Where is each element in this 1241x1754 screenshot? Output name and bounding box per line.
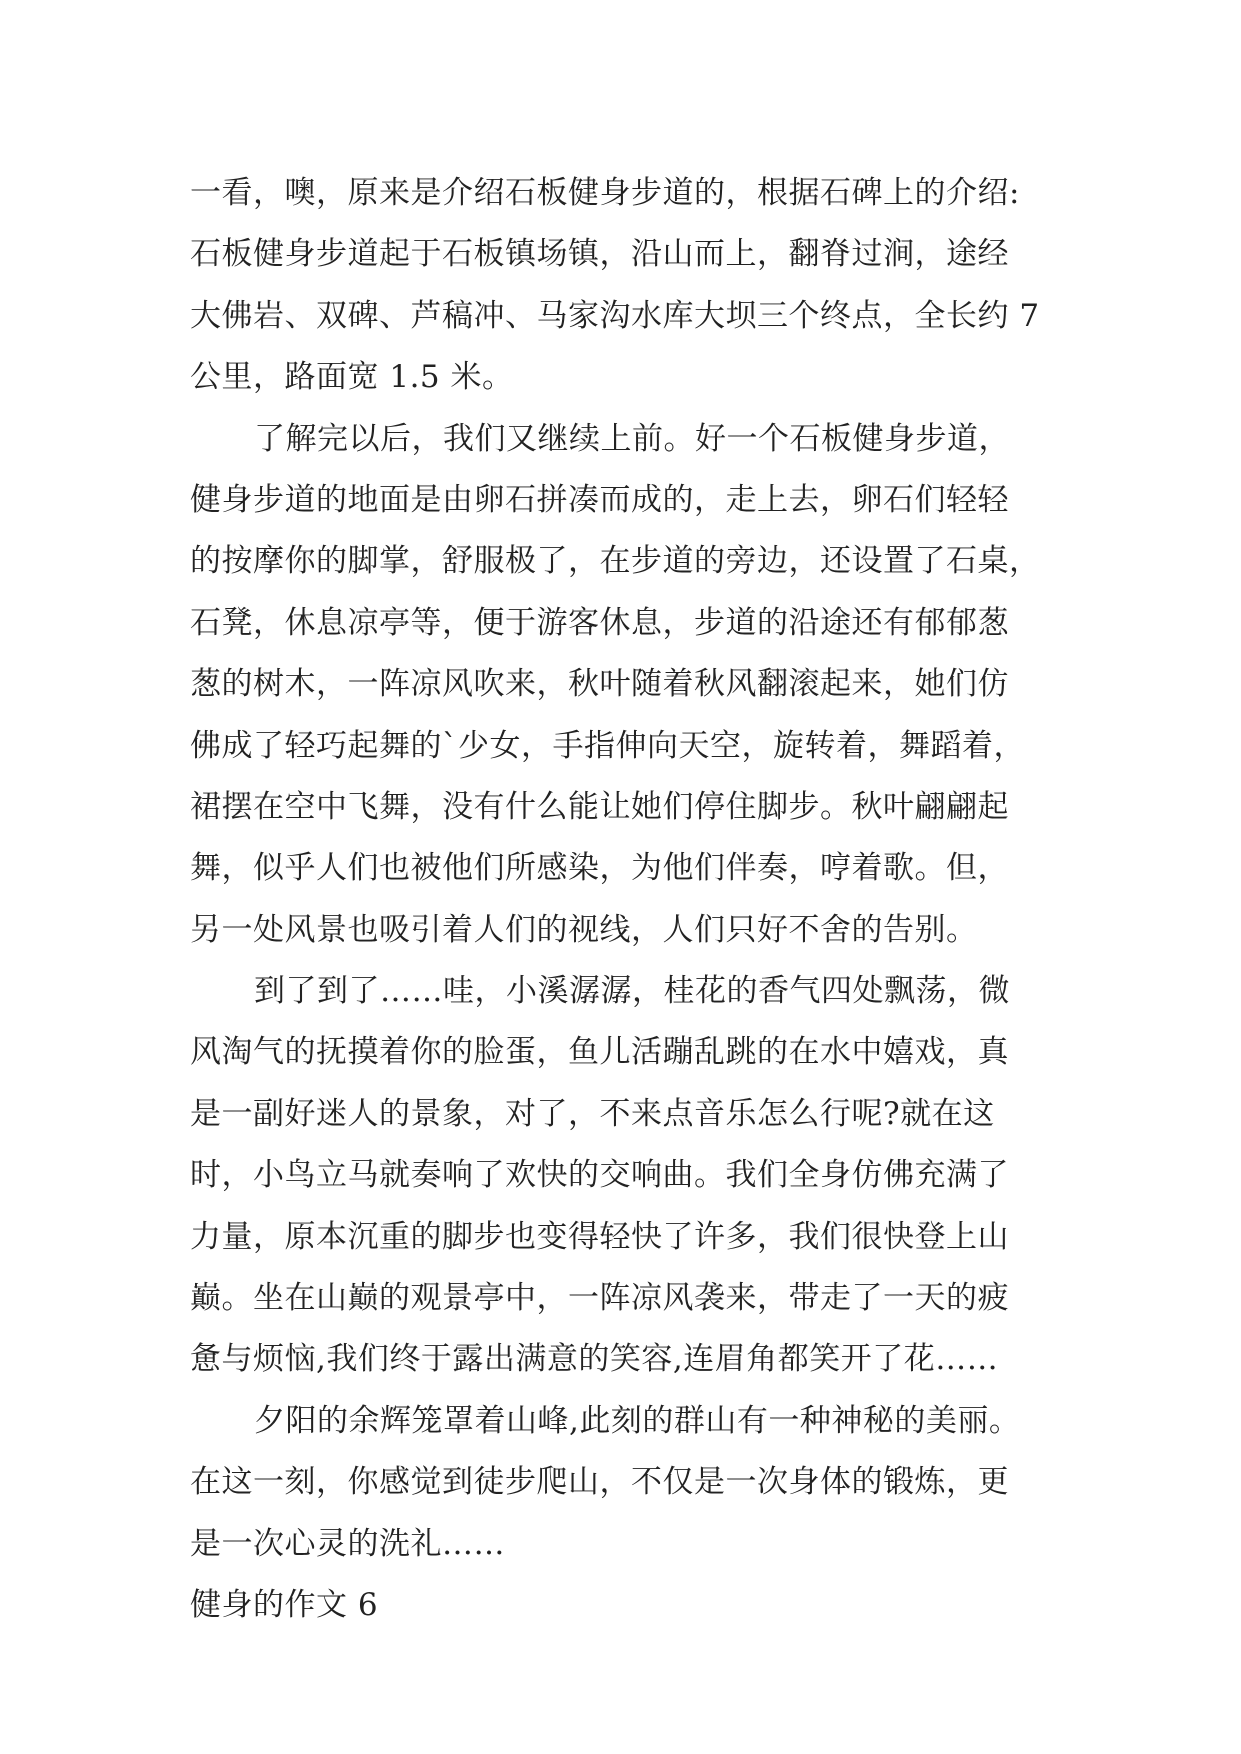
text-line: 葱的树木，一阵凉风吹来，秋叶随着秋风翻滚起来，她们仿: [190, 666, 1009, 703]
text-line: 夕阳的余辉笼罩着山峰,此刻的群山有一种神秘的美丽。: [254, 1402, 1021, 1439]
text-line: 巅。坐在山巅的观景亭中，一阵凉风袭来，带走了一天的疲: [190, 1280, 1009, 1317]
text-line: 时，小鸟立马就奏响了欢快的交响曲。我们全身仿佛充满了: [190, 1157, 1009, 1194]
section-title: 健身的作文 6: [190, 1586, 379, 1623]
text-line: 是一次心灵的洗礼……: [190, 1525, 505, 1562]
paragraph: [190, 409, 1090, 962]
text-line: 石板健身步道起于石板镇场镇，沿山而上，翻脊过涧，途经: [190, 236, 1009, 273]
text-line: 了解完以后，我们又继续上前。好一个石板健身步道，: [254, 420, 1010, 457]
text-line: 的按摩你的脚掌，舒服极了，在步道的旁边，还设置了石桌，: [190, 543, 1041, 580]
text-line: 力量，原本沉重的脚步也变得轻快了许多，我们很快登上山: [190, 1218, 1009, 1255]
text-line: 到了到了……哇，小溪潺潺，桂花的香气四处飘荡，微: [254, 973, 1010, 1010]
text-line: 健身步道的地面是由卵石拼凑而成的，走上去，卵石们轻轻: [190, 481, 1009, 518]
text-line: 石凳，休息凉亭等，便于游客休息，步道的沿途还有郁郁葱: [190, 604, 1009, 641]
text-line: 风淘气的抚摸着你的脸蛋，鱼儿活蹦乱跳的在水中嬉戏，真: [190, 1034, 1009, 1071]
text-line: 一看，噢，原来是介绍石板健身步道的，根据石碑上的介绍:: [190, 175, 1020, 211]
paragraph: [190, 163, 1090, 409]
document-body: [190, 163, 1090, 1636]
text-line: 公里，路面宽 1.5 米。: [190, 359, 514, 396]
text-line: 裙摆在空中飞舞，没有什么能让她们停住脚步。秋叶翩翩起: [190, 788, 1009, 825]
paragraph: [190, 961, 1090, 1391]
paragraph: [190, 1391, 1090, 1575]
text-line: 舞，似乎人们也被他们所感染，为他们伴奏，哼着歌。但，: [190, 850, 1009, 887]
text-line: 惫与烦恼,我们终于露出满意的笑容,连眉角都笑开了花……: [190, 1341, 999, 1378]
text-line: 另一处风景也吸引着人们的视线，人们只好不舍的告别。: [190, 911, 978, 948]
text-line: 大佛岩、双碑、芦稿冲、马家沟水库大坝三个终点，全长约 7: [190, 297, 1040, 334]
text-line: 在这一刻，你感觉到徒步爬山，不仅是一次身体的锻炼，更: [190, 1464, 1009, 1501]
text-line: 是一副好迷人的景象，对了，不来点音乐怎么行呢?就在这: [190, 1095, 995, 1132]
text-line: 佛成了轻巧起舞的`少女，手指伸向天空，旋转着，舞蹈着，: [190, 727, 1025, 764]
